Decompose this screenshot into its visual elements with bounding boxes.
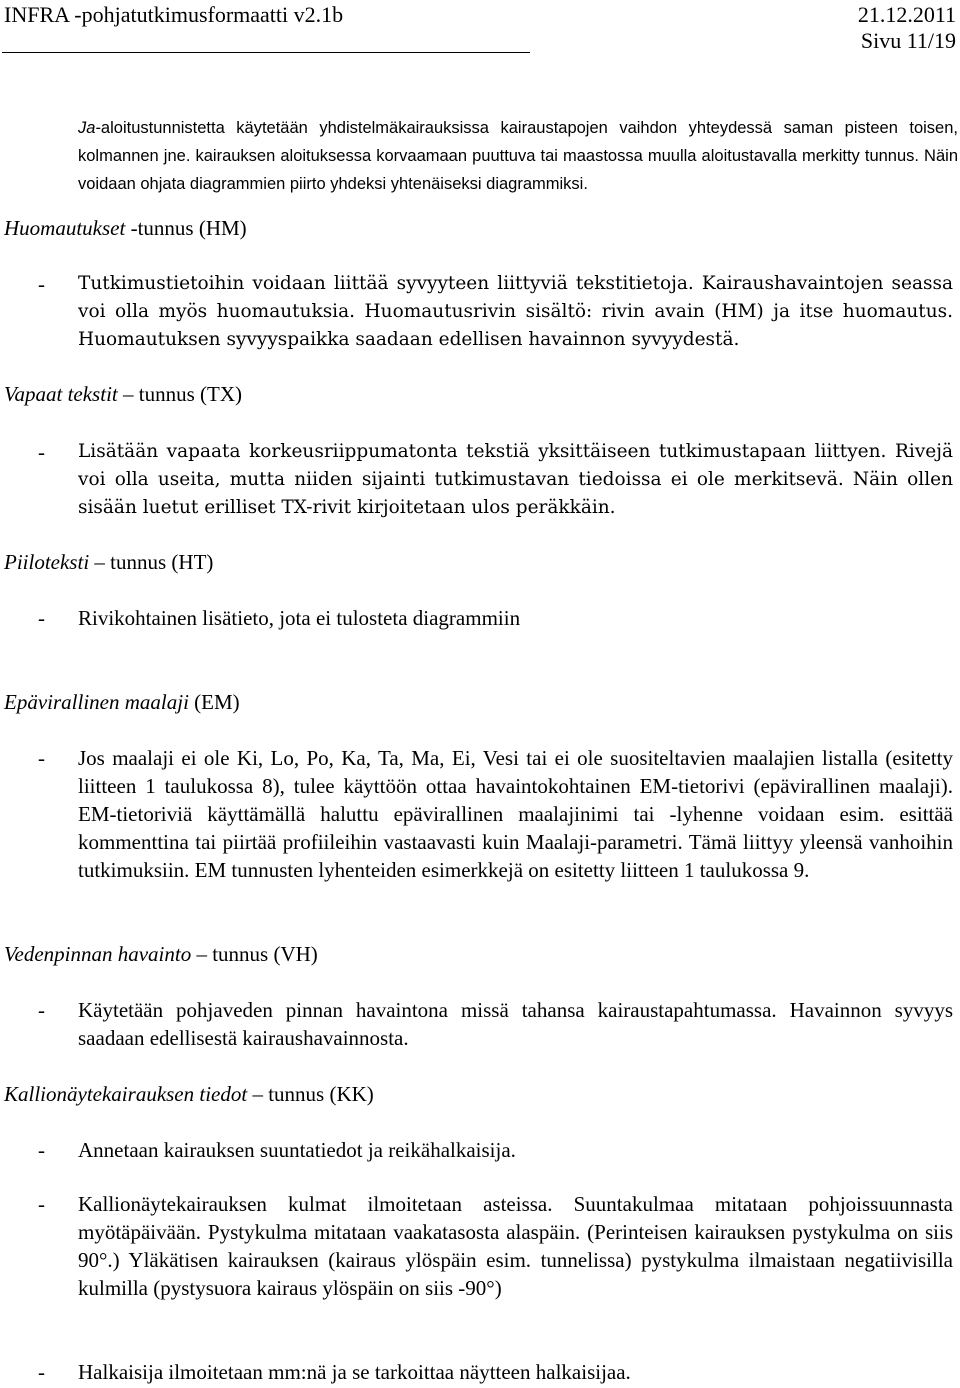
bullet-dash: - [38,272,45,296]
intro-text: -aloitustunnistetta käytetään yhdistelmäkairauksissa kairaustapojen vaihdon yhteydessä saman pisteen toisen, kolmannen jne. kairauksen aloituksessa korvaamaan puuttuva tai maastossa muulla aloitustavalla merkitty tunnus. Näin voidaan ohjata diagrammien piirto yhdeksi yhtenäiseksi diagrammiksi. [78,119,958,193]
bullet-dash: - [38,1138,45,1162]
section-title: Epävirallinen maalaji [4,690,189,714]
header-meta [858,2,956,54]
intro-italic-lead: Ja [78,119,96,137]
section-heading-ht [4,548,213,576]
bullet-text: Kallionäytekairauksen kulmat ilmoitetaan asteissa. Suuntakulmaa mitataan pohjoissuunnasta myötäpäivään. Pystykulma mitataan vaakatasosta alaspäin. (Perinteisen kairauksen pystykulma on siis 90°.) Yläkätisen kairauksen (kairaus ylöspäin esim. tunnelissa) pystykulma ilmaistaan negatiivisilla kulmilla (pystysuora kairaus ylöspäin on siis -90°) [78,1192,953,1300]
section-title: Huomautukset [4,216,126,240]
section-suffix: – tunnus (TX) [117,382,242,406]
section-suffix: – tunnus (VH) [191,942,318,966]
section-title: Vapaat tekstit [4,382,118,406]
header-date: 21.12.2011 [857,2,956,27]
bullet-dash: - [38,440,45,464]
bullet-dash: - [38,998,45,1022]
section-title: Piiloteksti [4,550,90,574]
section-heading-hm [4,214,247,242]
page-number: Sivu 11/19 [860,28,956,53]
bullet-text: Jos maalaji ei ole Ki, Lo, Po, Ka, Ta, Ma, Ei, Vesi tai ei ole suositeltavien maalajien listalla (esitetty liitteen 1 taulukossa 8), tulee käyttöön ottaa havaintokohtainen EM-tietorivi (epävirallinen maalaji). EM-tietoriviä käyttämällä haluttu epävirallinen maalajinimi tai -lyhenne voidaan esim. esittää kommenttina tai piirtää profiileihin vastaavasti kuin Maalaji-parametri. Tämä liittyy yleensä vanhoihin tutkimuksiin. EM tunnusten lyhenteiden esimerkkejä on esitetty liitteen 1 taulukossa 9. [78,746,953,882]
bullet-dash: - [38,606,45,630]
bullet-text: Käytetään pohjaveden pinnan havaintona missä tahansa kairaustapahtumassa. Havainnon syvyys saadaan edellisestä kairaushavainnosta. [78,998,953,1050]
bullet-text: Annetaan kairauksen suuntatiedot ja reikähalkaisija. [78,1138,516,1162]
section-suffix: (EM) [188,690,240,714]
header-rule [2,52,530,53]
section-heading-tx [4,380,242,408]
section-heading-vh [4,940,318,968]
section-title: Kallionäytekairauksen tiedot [4,1082,248,1106]
bullet-text: Lisätään vapaata korkeusriippumatonta tekstiä yksittäiseen tutkimustapaan liittyen. Rivejä voi olla useita, mutta niiden sijainti tutkimustavan tiedoissa ei ole merkitsevä. Näin ollen sisään luetut erilliset TX-rivit kirjoitetaan ulos peräkkäin. [78,441,953,518]
section-heading-em [4,688,240,716]
section-suffix: -tunnus (HM) [125,216,247,240]
section-title: Vedenpinnan havainto [4,942,192,966]
bullet-dash: - [38,1360,45,1384]
bullet-dash: - [38,1192,45,1216]
bullet-dash: - [38,746,45,770]
bullet-text: Tutkimustietoihin voidaan liittää syvyyteen liittyviä tekstitietoja. Kairaushavaintojen seassa voi olla myös huomautuksia. Huomautusrivin sisältö: rivin avain (HM) ja itse huomautus. Huomautuksen syvyyspaikka saadaan edellisen havainnon syvyydestä. [78,273,953,350]
intro-paragraph [78,114,958,198]
bullet-text: Halkaisija ilmoitetaan mm:nä ja se tarkoittaa näytteen halkaisijaa. [78,1360,631,1384]
section-suffix: – tunnus (HT) [89,550,214,574]
bullet-text: Rivikohtainen lisätieto, jota ei tulosteta diagrammiin [78,606,521,630]
section-heading-kk [4,1080,374,1108]
document-title: INFRA -pohjatutkimusformaatti v2.1b [4,2,344,27]
section-suffix: – tunnus (KK) [247,1082,374,1106]
